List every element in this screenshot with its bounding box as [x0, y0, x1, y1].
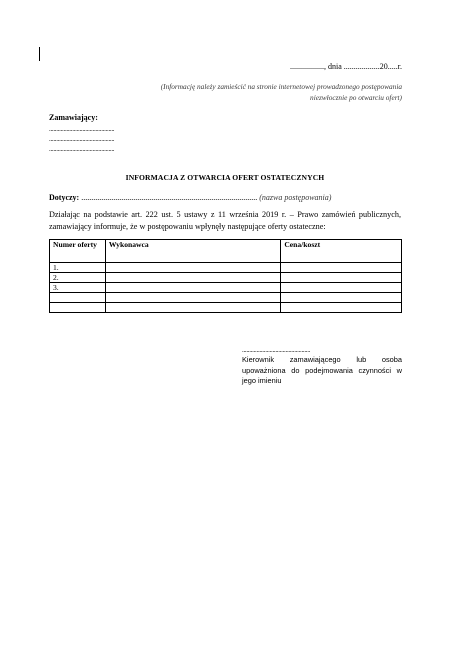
contractor-cell[interactable]: [105, 293, 280, 303]
table-header-row: [50, 240, 402, 263]
offer-number-cell[interactable]: [50, 303, 106, 313]
contractor-cell[interactable]: [105, 303, 280, 313]
contracting-authority-fill-lines: [49, 124, 114, 154]
price-cell[interactable]: [281, 283, 402, 293]
subject-hint: (nazwa postępowania): [259, 193, 332, 202]
publication-note-line-2: niezwłocznie po otwarciu ofert): [310, 92, 402, 102]
header-price-cost: Cena/koszt: [281, 240, 402, 263]
publication-note: [72, 82, 402, 103]
signature-caption: Kierownik zamawiającego lub osoba upoważniona do podejmowania czynności w jego imieniu: [242, 355, 402, 385]
subject-label: Dotyczy:: [49, 193, 80, 202]
offer-number-cell[interactable]: 1.: [50, 263, 106, 273]
price-cell[interactable]: [281, 303, 402, 313]
offer-number-cell[interactable]: 3.: [50, 283, 106, 293]
header-offer-number: Numer oferty: [50, 240, 106, 263]
price-cell[interactable]: [281, 293, 402, 303]
fill-line: .............................................: [49, 135, 115, 143]
contractor-cell[interactable]: [105, 273, 280, 283]
fill-line: .............................................: [49, 125, 115, 133]
fill-line: .............................................: [49, 145, 115, 153]
contractor-cell[interactable]: [105, 283, 280, 293]
text-cursor: [39, 47, 40, 61]
signature-fill-line: ...............................................: [242, 346, 311, 354]
date-line: ................., dnia ..................20.....r.: [290, 62, 402, 71]
price-cell[interactable]: [281, 263, 402, 273]
offer-number-cell[interactable]: [50, 293, 106, 303]
contractor-cell[interactable]: [105, 263, 280, 273]
offers-table: [49, 239, 402, 313]
offer-number-cell[interactable]: 2.: [50, 273, 106, 283]
table-row: [50, 263, 402, 273]
contracting-authority-label: Zamawiający:: [49, 113, 98, 122]
legal-basis-paragraph: Działając na podstawie art. 222 ust. 5 ustawy z 11 września 2019 r. – Prawo zamówień publicznych, zamawiający informuje, że w postępowaniu wpłynęły następujące oferty ostateczne:: [49, 210, 401, 231]
table-row: [50, 283, 402, 293]
subject-line: [49, 193, 331, 202]
header-contractor: Wykonawca: [105, 240, 280, 263]
table-row: [50, 293, 402, 303]
table-row: [50, 273, 402, 283]
subject-fill-dots: ........................................................................................: [81, 193, 258, 202]
document-title: INFORMACJA Z OTWARCIA OFERT OSTATECZNYCH: [125, 173, 325, 182]
table-row: [50, 303, 402, 313]
publication-note-line-1: (Informację należy zamieścić na stronie internetowej prowadzonego postępowania: [160, 82, 402, 91]
price-cell[interactable]: [281, 273, 402, 283]
